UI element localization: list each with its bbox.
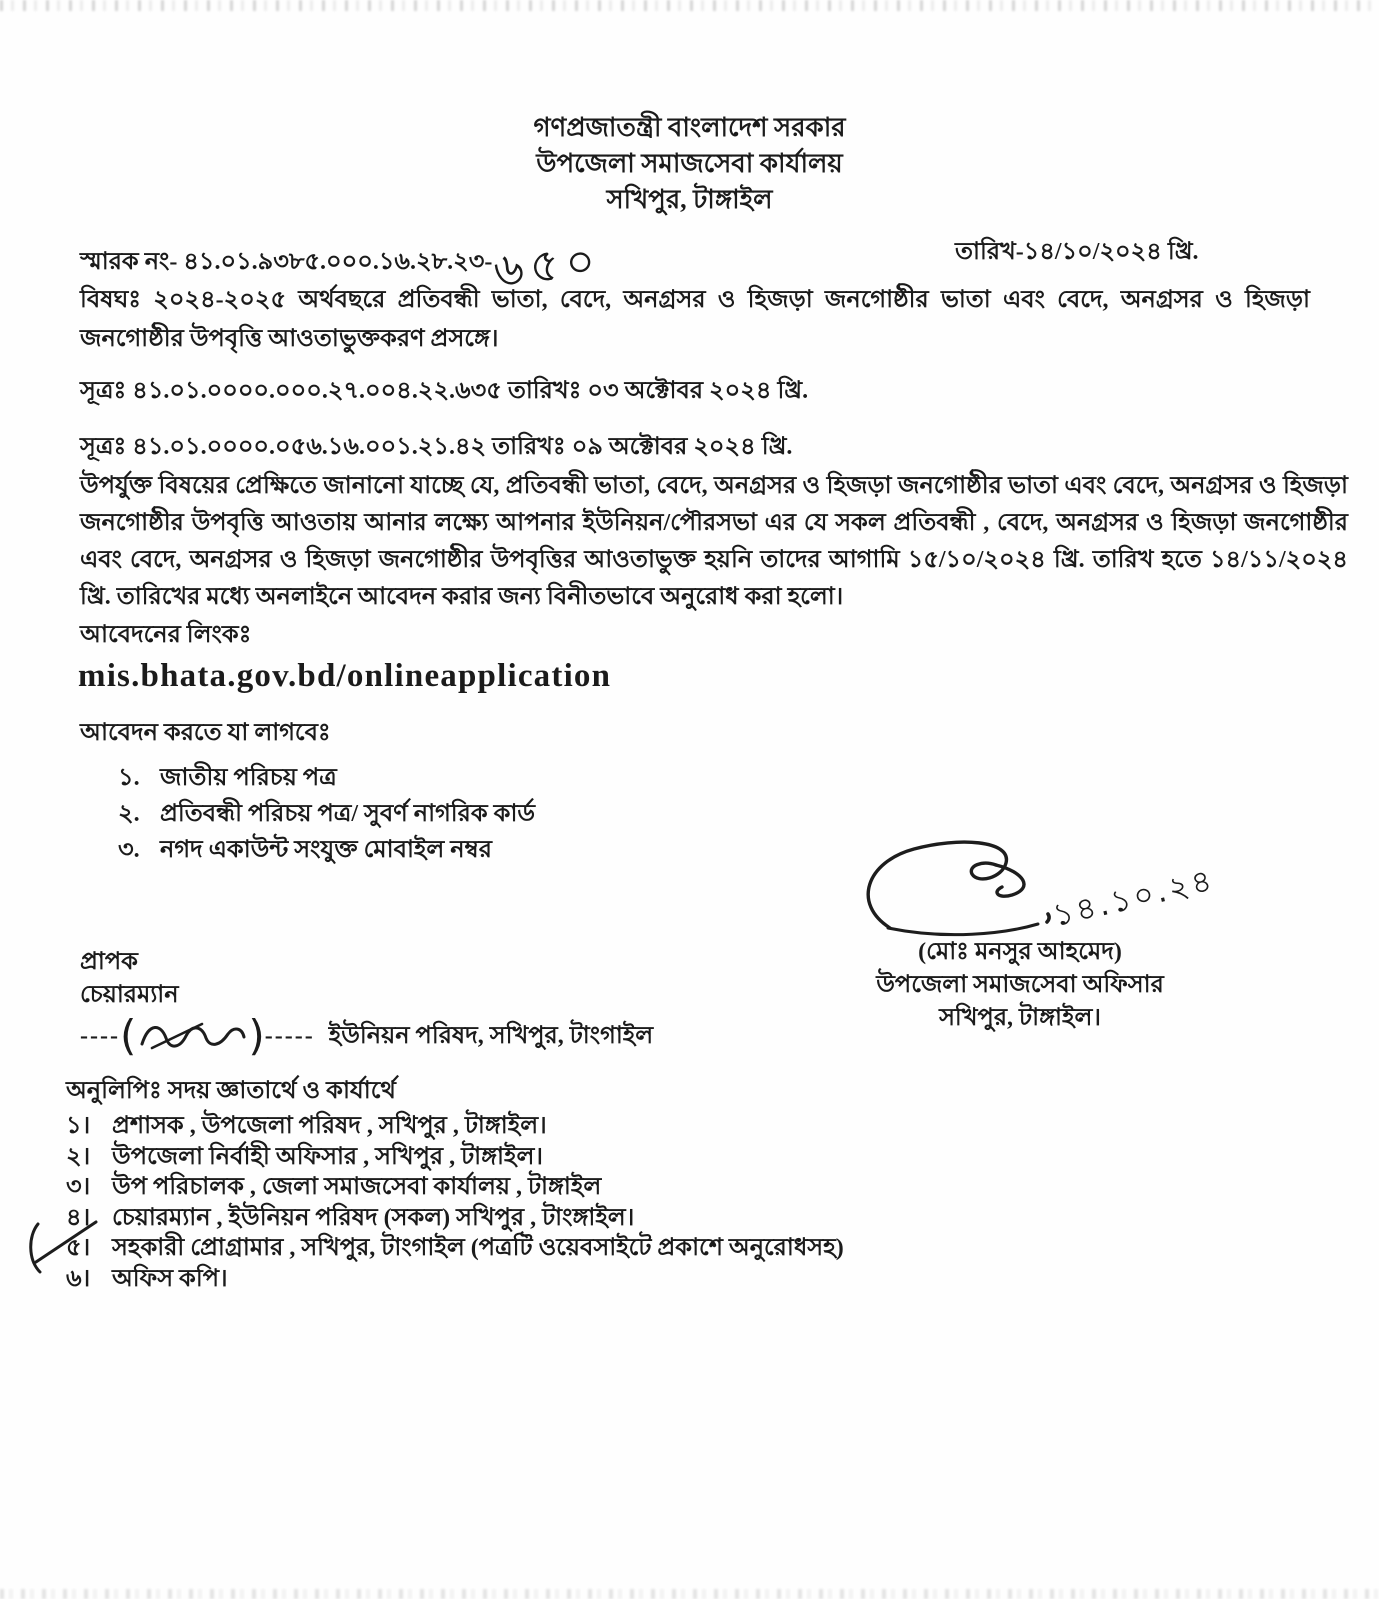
requirement-number: ১.	[118, 765, 140, 791]
cc-heading: অনুলিপিঃ সদয় জ্ঞাতার্থে ও কার্যার্থে	[66, 1078, 396, 1104]
signature-handwritten-date: ১৪.১০.২৪	[1049, 862, 1218, 935]
recipient-label: প্রাপক	[80, 949, 138, 975]
recipient-dashes-right: -----	[264, 1022, 315, 1049]
cc-item-text: চেয়ারম্যান , ইউনিয়ন পরিষদ (সকল) সখিপুর , টাংঙ্গাইল।	[112, 1204, 635, 1231]
cc-item-number: ৬।	[66, 1265, 91, 1292]
signatory-office: সখিপুর, টাঙ্গাইল।	[939, 1005, 1101, 1031]
cc-item-number: ২।	[66, 1143, 91, 1170]
requirement-item	[118, 832, 535, 868]
requirement-item	[118, 796, 535, 832]
recipient-title: চেয়ারম্যান	[80, 982, 179, 1008]
cc-item	[66, 1203, 844, 1234]
requirements-heading: আবেদন করতে যা লাগবেঃ	[80, 720, 331, 746]
memo-number: স্মারক নং- ৪১.০১.৯৩৮৫.০০০.১৬.২৮.২৩-	[80, 249, 493, 275]
application-link-label: আবেদনের লিংকঃ	[80, 622, 252, 648]
checkmark-scribble	[26, 1216, 104, 1278]
body-paragraph: উপর্যুক্ত বিষয়ের প্রেক্ষিতে জানানো যাচ্ছে যে, প্রতিবন্ধী ভাতা, বেদে, অনগ্রসর ও হিজড়া জনগোষ্ঠীর ভাতা এবং বেদে, অনগ্রসর ও হিজড়া জনগোষ্ঠীর উপবৃত্তি আওতায় আনার লক্ষ্যে আপনার ইউনিয়ন/পৌরসভা এর যে সকল প্রতিবন্ধী , বেদে, অনগ্রসর ও হিজড়া জনগোষ্ঠীর এবং বেদে, অনগ্রসর ও হিজড়া জনগোষ্ঠীর উপবৃত্তির আওতাভুক্ত হয়নি তাদের আগামি ১৫/১০/২০২৪ খ্রি. তারিখ হতে ১৪/১১/২০২৪ খ্রি. তারিখের মধ্যে অনলাইনে আবেদন করার জন্য বিনীতভাবে অনুরোধ করা হলো।	[80, 473, 1348, 610]
signatory-name: (মোঃ মনসুর আহমেদ)	[918, 939, 1122, 965]
cc-item	[66, 1172, 844, 1203]
reference-line-2: সূত্রঃ ৪১.০১.০০০০.০৫৬.১৬.০০১.২১.৪২ তারিখঃ ০৯ অক্টোবর ২০২৪ খ্রি.	[80, 434, 793, 460]
recipient-block	[80, 946, 653, 1058]
subject-line: বিষঘঃ ২০২৪-২০২৫ অর্থবছরে প্রতিবন্ধী ভাতা, বেদে, অনগ্রসর ও হিজড়া জনগোষ্ঠীর ভাতা এবং বেদে, অনগ্রসর ও হিজড়া জনগোষ্ঠীর উপবৃত্তি আওতাভুক্তকরণ প্রসঙ্গে।	[80, 287, 1310, 352]
recipient-dashes-left: ----	[80, 1022, 120, 1049]
cc-item	[66, 1264, 844, 1295]
scan-artifact-top	[0, 0, 1379, 11]
recipient-destination: ইউনিয়ন পরিষদ, সখিপুর, টাংগাইল	[328, 1022, 654, 1049]
cc-item-text: প্রশাসক , উপজেলা পরিষদ , সখিপুর , টাঙ্গাইল।	[112, 1113, 547, 1139]
cc-item	[66, 1233, 844, 1264]
letterhead	[0, 110, 1379, 218]
government-name: গণপ্রজাতন্ত্রী বাংলাদেশ সরকার	[533, 113, 846, 142]
signatory-designation: উপজেলা সমাজসেবা অফিসার	[876, 972, 1164, 998]
open-paren: (	[119, 1011, 137, 1060]
reference-line-1: সূত্রঃ ৪১.০১.০০০০.০০০.২৭.০০৪.২২.৬৩৫ তারিখঃ ০৩ অক্টোবর ২০২৪ খ্রি.	[80, 378, 809, 404]
requirement-number: ২.	[118, 801, 140, 827]
cc-item	[66, 1142, 844, 1173]
scan-artifact-bottom	[0, 1589, 1379, 1599]
cc-item-number: ৫।	[66, 1235, 91, 1261]
cc-item-number: ১।	[66, 1113, 91, 1139]
cc-item	[66, 1111, 844, 1142]
cc-item-text: সহকারী প্রোগ্রামার , সখিপুর, টাংগাইল (পত্রটি ওয়েবসাইটে প্রকাশে অনুরোধসহ)	[112, 1235, 844, 1261]
requirement-number: ৩.	[118, 837, 140, 863]
cc-list	[66, 1111, 844, 1294]
requirement-text: প্রতিবন্ধী পরিচয় পত্র/ সুবর্ণ নাগরিক কার্ড	[160, 801, 536, 827]
office-name: উপজেলা সমাজসেবা কার্যালয়	[536, 149, 843, 178]
cc-block	[66, 1076, 844, 1294]
requirement-text: জাতীয় পরিচয় পত্র	[160, 765, 337, 791]
application-link-url: mis.bhata.gov.bd/onlineapplication	[78, 658, 612, 694]
cc-item-number: ৪।	[66, 1204, 91, 1231]
recipient-line	[80, 1011, 654, 1060]
requirement-text: নগদ একাউন্ট সংযুক্ত মোবাইল নম্বর	[160, 837, 492, 863]
cc-item-text: উপ পরিচালক , জেলা সমাজসেবা কার্যালয় , টাঙ্গাইল	[112, 1174, 602, 1200]
memo-handwritten-number: ৬৫০	[491, 232, 605, 298]
requirements-list	[118, 760, 535, 868]
cc-item-text: অফিস কপি।	[112, 1265, 228, 1292]
requirement-item	[118, 760, 535, 796]
cc-item-text: উপজেলা নির্বাহী অফিসার , সখিপুর , টাঙ্গাইল।	[112, 1143, 543, 1170]
initial-scribble	[136, 1014, 248, 1058]
memo-date: তারিখ-১৪/১০/২০২৪ খ্রি.	[955, 239, 1199, 265]
cc-item-number: ৩।	[66, 1174, 91, 1200]
close-paren: )	[248, 1011, 265, 1060]
signatory-block	[848, 936, 1192, 1035]
office-location: সখিপুর, টাঙ্গাইল	[606, 185, 773, 214]
